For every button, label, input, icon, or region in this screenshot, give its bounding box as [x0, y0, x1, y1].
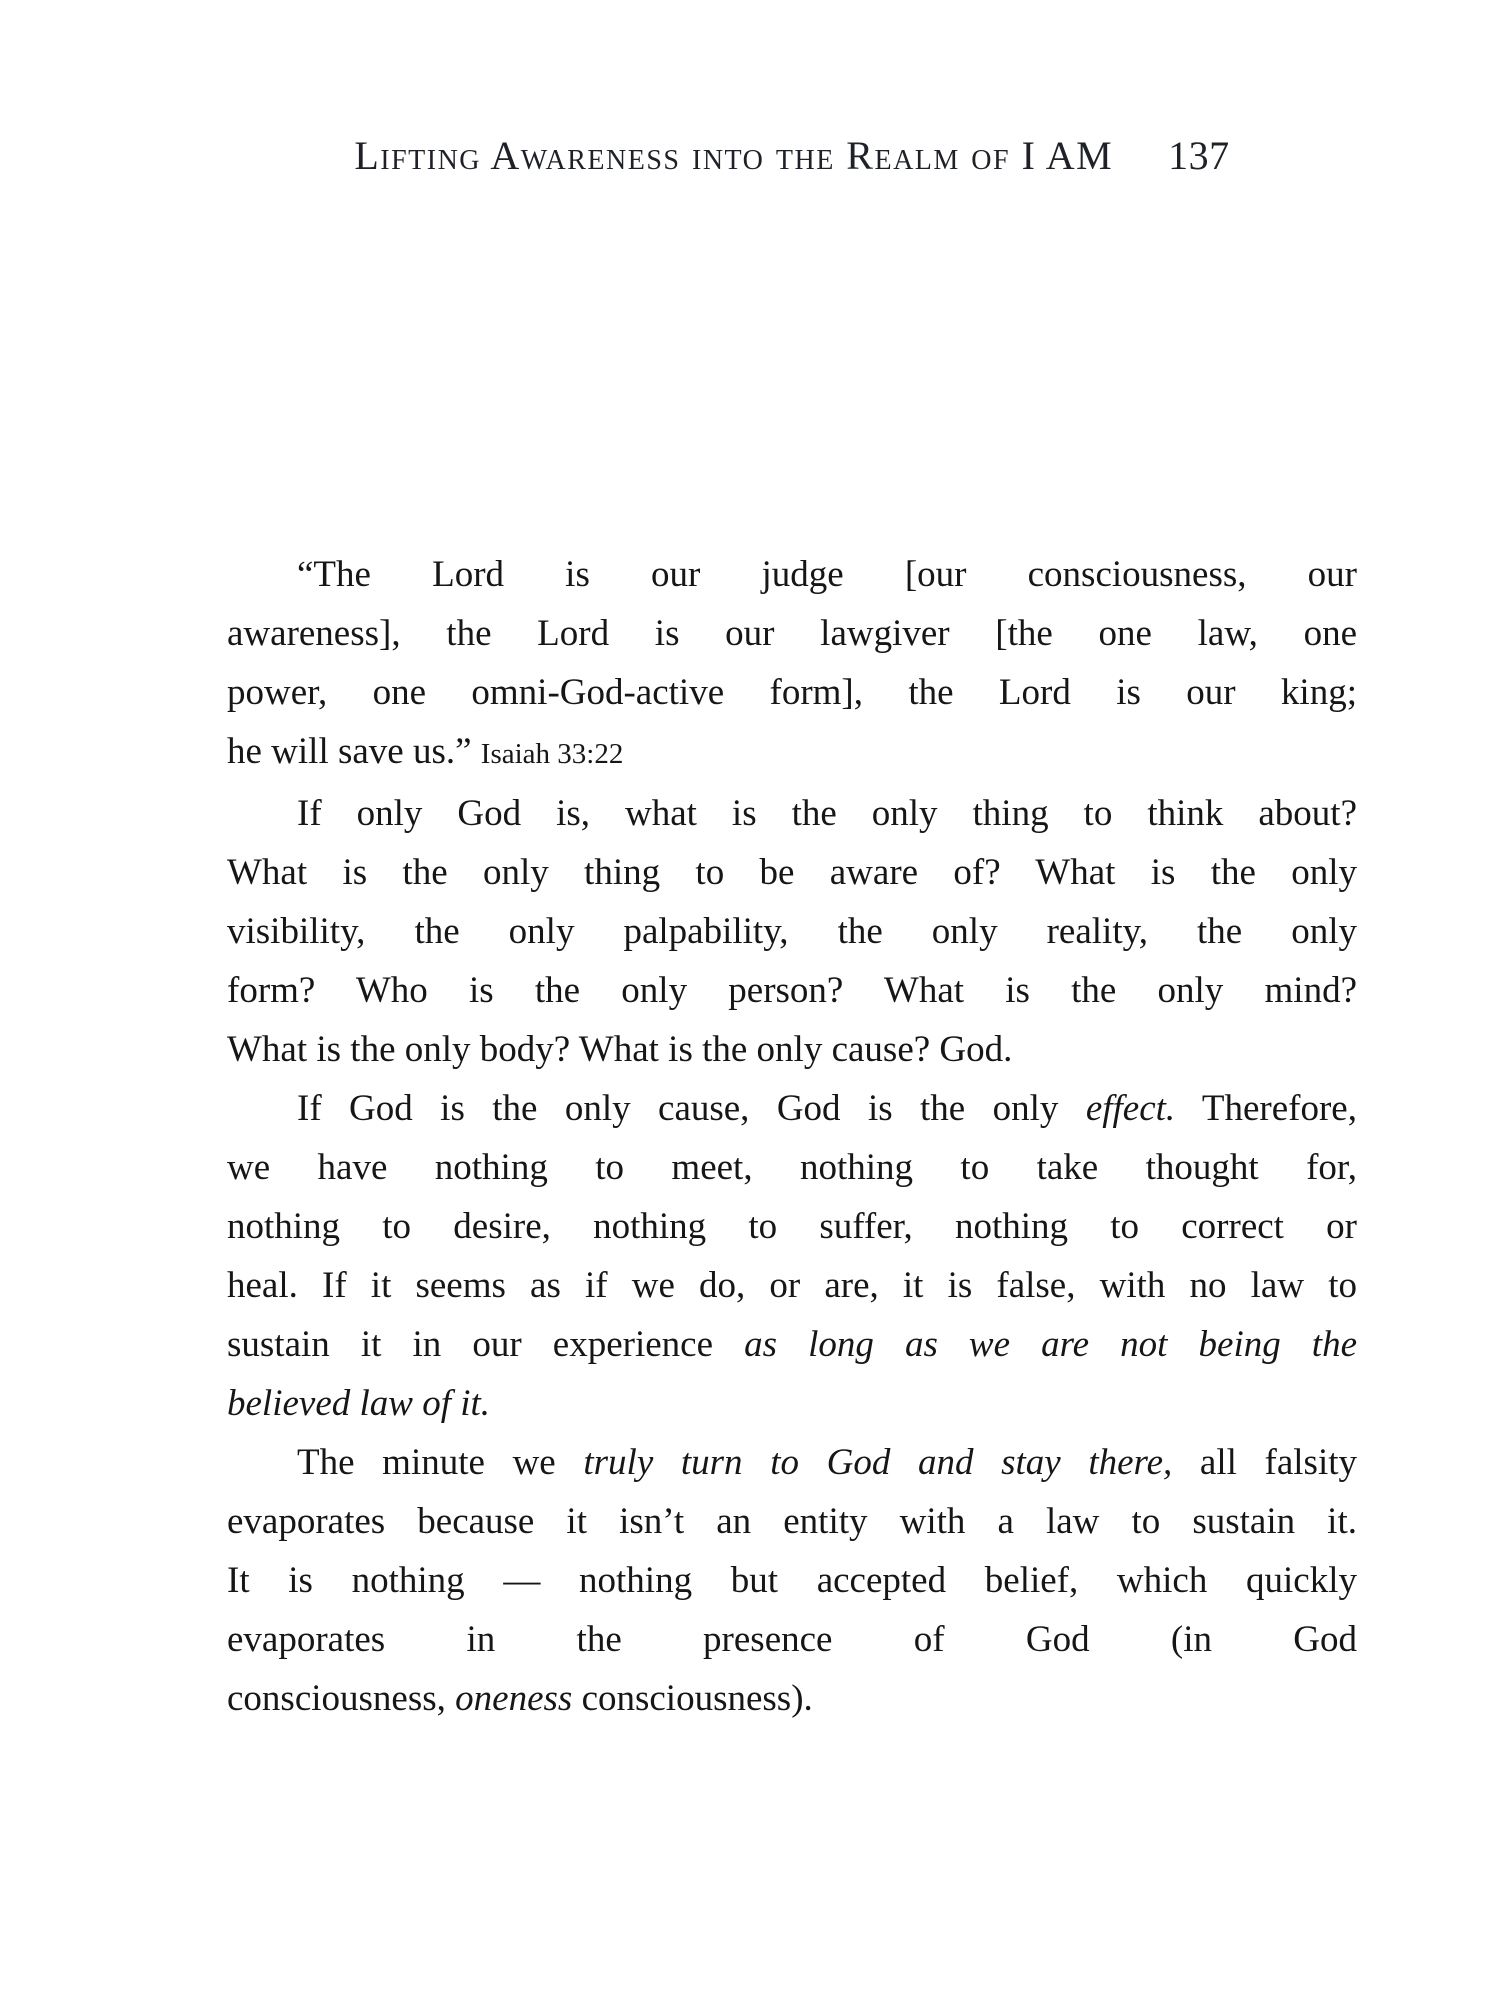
- text-segment: believed law of it.: [227, 1383, 491, 1424]
- text-segment: What is the only body? What is the only cause? God.: [227, 1029, 1013, 1070]
- paragraph: [227, 1433, 1357, 1728]
- running-header-title: Lifting Awareness into the Realm of I AM: [354, 133, 1114, 178]
- text-segment: consciousness,: [227, 1678, 456, 1719]
- text-line: [227, 902, 1357, 961]
- text-line: [227, 784, 1357, 843]
- text-line: [227, 1669, 1357, 1728]
- text-segment: “The Lord is our judge [our consciousness, our: [297, 554, 1357, 595]
- page-number: 137: [1168, 133, 1230, 178]
- text-line: [227, 722, 1357, 784]
- text-segment: truly turn to God and stay there,: [583, 1442, 1173, 1483]
- text-line: [227, 1433, 1357, 1492]
- text-segment: evaporates in the presence of God (in God: [227, 1619, 1357, 1660]
- text-segment: all falsity: [1172, 1442, 1358, 1483]
- text-segment: It is nothing — nothing but accepted belief, which quickly: [227, 1560, 1357, 1601]
- text-line: [227, 1138, 1357, 1197]
- text-line: [227, 843, 1357, 902]
- text-segment: Therefore,: [1175, 1088, 1357, 1129]
- text-segment: sustain it in our experience: [227, 1324, 745, 1365]
- text-line: [227, 1374, 1357, 1433]
- text-segment: effect.: [1085, 1088, 1176, 1129]
- text-segment: awareness], the Lord is our lawgiver [the one law, one: [227, 613, 1357, 654]
- running-header: [227, 133, 1357, 178]
- text-segment: power, one omni-God-active form], the Lord is our king;: [227, 672, 1357, 713]
- text-line: [227, 1610, 1357, 1669]
- text-line: [227, 961, 1357, 1020]
- text-segment: The minute we: [297, 1442, 584, 1483]
- text-segment: Isaiah 33:22: [480, 738, 624, 770]
- text-segment: as long as we are not being the: [744, 1324, 1358, 1365]
- text-line: [227, 1551, 1357, 1610]
- text-line: [227, 1079, 1357, 1138]
- paragraph: [227, 545, 1357, 784]
- text-line: [227, 1315, 1357, 1374]
- text-segment: consciousness).: [572, 1678, 813, 1719]
- text-line: [227, 604, 1357, 663]
- text-segment: he will save us.”: [227, 731, 481, 772]
- text-line: [227, 545, 1357, 604]
- text-segment: evaporates because it isn’t an entity with a law to sustain it.: [227, 1501, 1357, 1542]
- text-line: [227, 1197, 1357, 1256]
- text-line: [227, 1256, 1357, 1315]
- text-segment: What is the only thing to be aware of? What is the only: [227, 852, 1357, 893]
- text-segment: nothing to desire, nothing to suffer, nothing to correct or: [227, 1206, 1357, 1247]
- paragraph: [227, 784, 1357, 1079]
- text-line: [227, 1020, 1357, 1079]
- text-segment: heal. If it seems as if we do, or are, it is false, with no law to: [227, 1265, 1357, 1306]
- text-segment: If God is the only cause, God is the only: [297, 1088, 1086, 1129]
- paragraph: [227, 1079, 1357, 1433]
- text-segment: If only God is, what is the only thing to think about?: [297, 793, 1357, 834]
- text-segment: oneness: [455, 1678, 573, 1719]
- text-line: [227, 663, 1357, 722]
- page-body: [227, 545, 1357, 1728]
- text-line: [227, 1492, 1357, 1551]
- text-segment: form? Who is the only person? What is the only mind?: [227, 970, 1357, 1011]
- text-segment: we have nothing to meet, nothing to take thought for,: [227, 1147, 1357, 1188]
- text-segment: visibility, the only palpability, the only reality, the only: [227, 911, 1357, 952]
